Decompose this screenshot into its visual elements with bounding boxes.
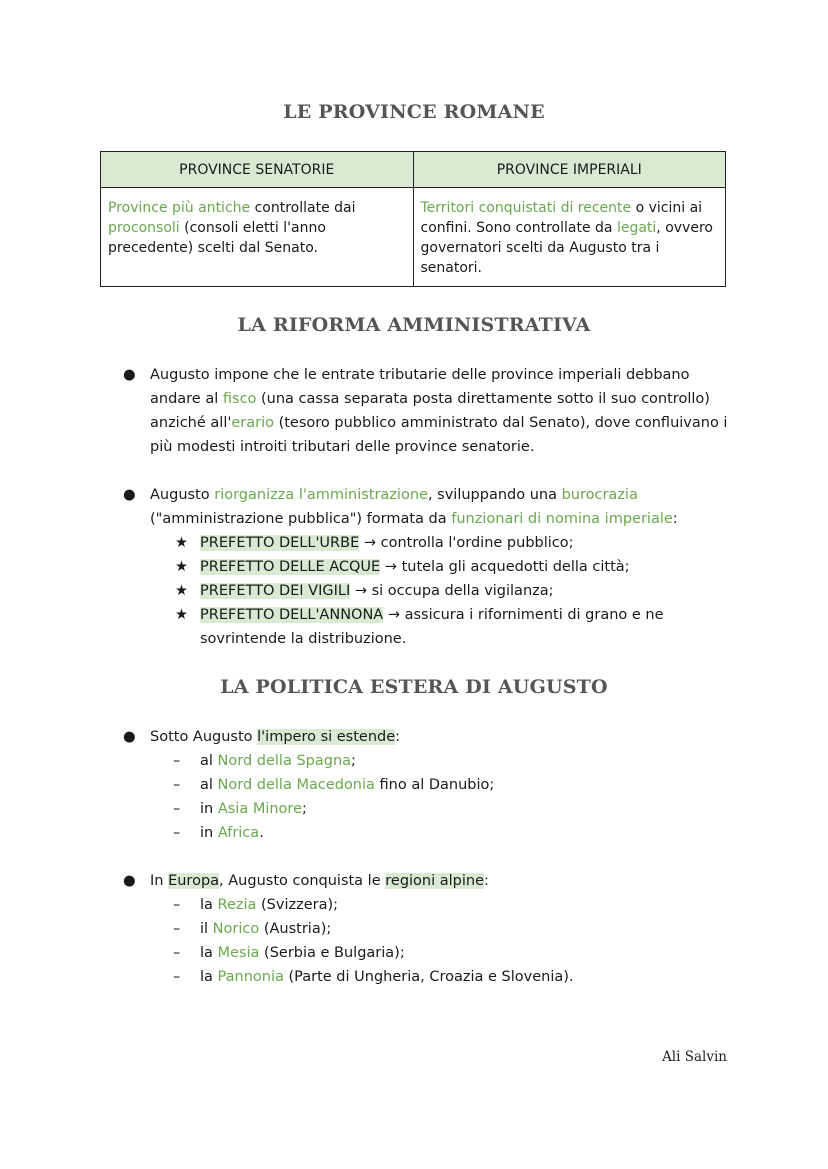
list-item [123, 773, 733, 797]
text: (Parte di Ungheria, Croazia e Slovenia). [283, 969, 574, 985]
text: : [672, 511, 678, 527]
list-item [123, 749, 733, 773]
title-province-romane: LE PROVINCE ROMANE [283, 101, 545, 123]
text: (Serbia e Bulgaria); [259, 945, 405, 961]
highlighted-text: PREFETTO DELL'URBE [200, 535, 360, 551]
text: , ovvero governatori scelti da Augusto tra i senatori. [420, 220, 713, 276]
green-text: funzionari di nomina imperiale [451, 511, 673, 527]
text: (una cassa separata posta direttamente sotto il suo controllo) anziché all' [150, 391, 710, 431]
highlighted-text: Europa [168, 873, 220, 889]
green-text: Norico [212, 921, 260, 937]
dash-icon: – [173, 921, 181, 937]
text: la [200, 897, 218, 913]
list-item [123, 363, 733, 459]
text: ; [302, 801, 307, 817]
green-text: Territori conquistati di recente [420, 200, 632, 216]
highlighted-text: l'impero si estende [257, 729, 396, 745]
bullet-icon: ● [123, 487, 136, 503]
green-text: proconsoli [108, 220, 180, 236]
list-item [123, 821, 733, 845]
text: → controlla l'ordine pubblico; [359, 535, 574, 551]
riforma-section [123, 363, 733, 651]
text: ("amministrazione pubblica") formata da [150, 511, 452, 527]
text: (consoli eletti l'anno precedente) scelti dal Senato. [108, 220, 326, 256]
politica-section [123, 725, 733, 989]
green-text: Mesia [217, 945, 260, 961]
green-text: fisco [222, 391, 257, 407]
green-text: erario [231, 415, 274, 431]
bullet-icon: ● [123, 873, 136, 889]
text: al [200, 777, 218, 793]
bullet-icon: ● [123, 729, 136, 745]
text: in [200, 825, 218, 841]
prefetto-item [123, 555, 733, 579]
text: : [484, 873, 489, 889]
dash-icon: – [173, 945, 181, 961]
author-signature: Ali Salvin [662, 1049, 727, 1065]
text: Augusto impone che le entrate tributarie delle province imperiali debbano andare al [150, 367, 690, 407]
cell-province-imperiali [413, 188, 726, 287]
dash-icon: – [173, 801, 181, 817]
green-text: legati [616, 220, 657, 236]
text: il [200, 921, 213, 937]
dash-icon: – [173, 777, 181, 793]
text: Sotto Augusto [150, 729, 258, 745]
cell-province-senatorie [101, 188, 414, 287]
dash-icon: – [173, 753, 181, 769]
star-icon: ★ [175, 559, 188, 575]
bullet-icon: ● [123, 367, 136, 383]
text: controllate dai [250, 200, 356, 216]
text: . [259, 825, 264, 841]
text: Augusto [150, 487, 215, 503]
list-item [123, 965, 733, 989]
green-text: Africa [217, 825, 260, 841]
list-item [123, 941, 733, 965]
text: (Svizzera); [256, 897, 339, 913]
text: → assicura i rifornimenti di grano e ne sovrintende la distribuzione. [200, 607, 664, 647]
text: (Austria); [259, 921, 332, 937]
green-text: Province più antiche [108, 200, 251, 216]
text: (tesoro pubblico amministrato dal Senato), dove confluivano i più modesti introiti tributari delle province senatorie. [150, 415, 728, 455]
green-text: Nord della Macedonia [217, 777, 375, 793]
green-text: Asia Minore [217, 801, 302, 817]
text: la [200, 945, 218, 961]
star-icon: ★ [175, 583, 188, 599]
text: , Augusto conquista le [219, 873, 386, 889]
list-item [123, 483, 733, 531]
star-icon: ★ [175, 607, 188, 623]
green-text: Nord della Spagna [217, 753, 352, 769]
highlighted-text: PREFETTO DELL'ANNONA [200, 607, 384, 623]
text: fino al Danubio; [374, 777, 495, 793]
text: : [395, 729, 401, 745]
provinces-table [100, 151, 726, 287]
highlighted-text: PREFETTO DEI VIGILI [200, 583, 351, 599]
green-text: riorganizza l'amministrazione [214, 487, 428, 503]
list-item [123, 869, 733, 893]
prefetto-item [123, 579, 733, 603]
header-province-senatorie: PROVINCE SENATORIE [101, 152, 414, 188]
text: la [200, 969, 218, 985]
list-item [123, 893, 733, 917]
green-text: Rezia [217, 897, 257, 913]
text: In [150, 873, 169, 889]
list-item [123, 917, 733, 941]
prefetto-item [123, 603, 733, 651]
title-riforma-amministrativa: LA RIFORMA AMMINISTRATIVA [237, 314, 591, 336]
text: al [200, 753, 218, 769]
title-politica-estera: LA POLITICA ESTERA DI AUGUSTO [220, 676, 608, 698]
text: → tutela gli acquedotti della città; [380, 559, 630, 575]
highlighted-text: PREFETTO DELLE ACQUE [200, 559, 381, 575]
green-text: burocrazia [561, 487, 638, 503]
dash-icon: – [173, 897, 181, 913]
list-item [123, 797, 733, 821]
star-icon: ★ [175, 535, 188, 551]
text: ; [351, 753, 356, 769]
header-province-imperiali: PROVINCE IMPERIALI [413, 152, 726, 188]
text: in [200, 801, 218, 817]
dash-icon: – [173, 825, 181, 841]
list-item [123, 725, 733, 749]
highlighted-text: regioni alpine [385, 873, 485, 889]
text: , sviluppando una [427, 487, 562, 503]
green-text: Pannonia [217, 969, 284, 985]
prefetto-item [123, 531, 733, 555]
dash-icon: – [173, 969, 181, 985]
text: → si occupa della vigilanza; [350, 583, 554, 599]
text: o vicini ai confini. Sono controllate da [420, 200, 703, 236]
